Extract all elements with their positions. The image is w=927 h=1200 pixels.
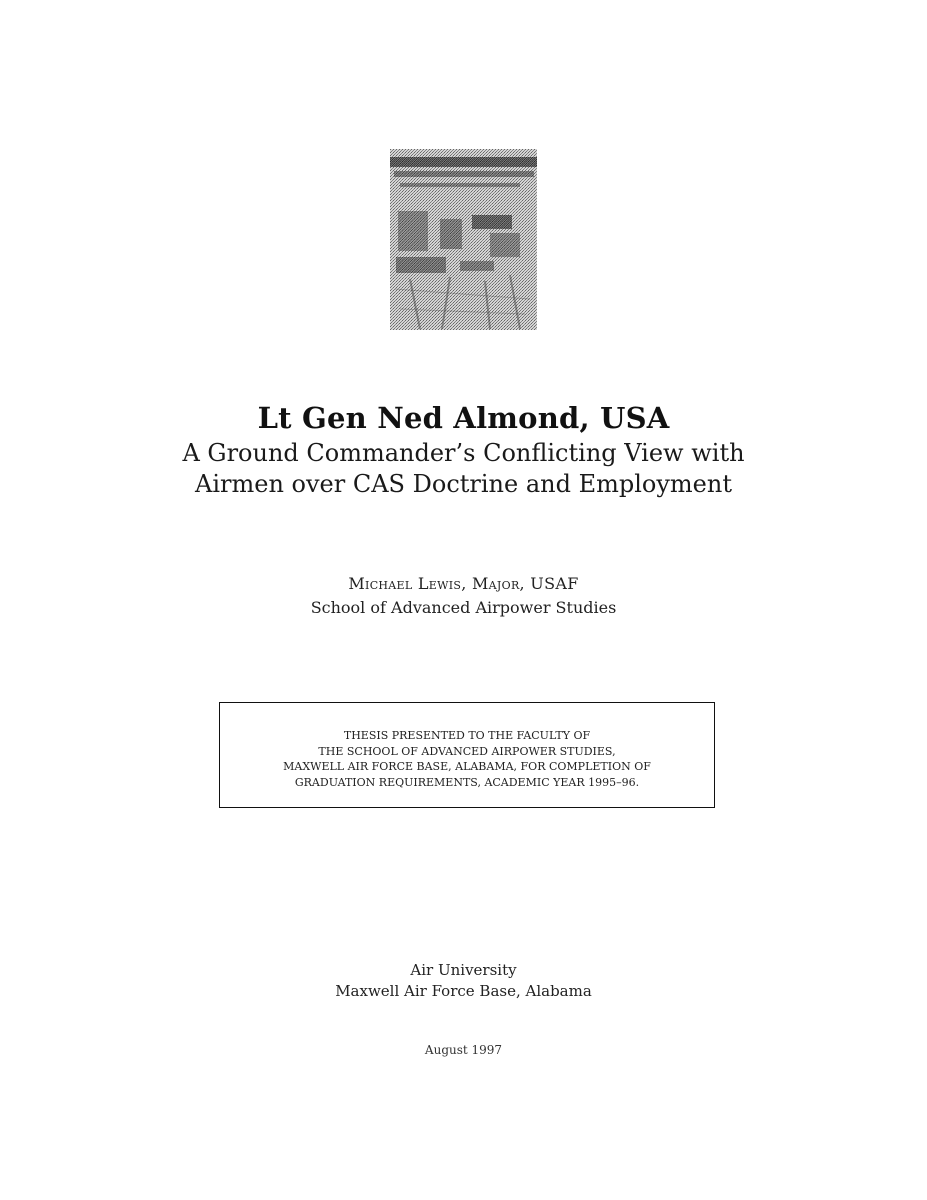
thesis-line-1: THESIS PRESENTED TO THE FACULTY OF bbox=[343, 729, 591, 742]
publisher-name: Air University bbox=[410, 961, 517, 979]
thesis-line-4: GRADUATION REQUIREMENTS, ACADEMIC YEAR 1995–96. bbox=[294, 775, 640, 789]
subtitle-line-1: A Ground Commander’s Conflicting View with bbox=[182, 439, 745, 467]
cover-photo bbox=[390, 149, 537, 330]
publisher-location: Maxwell Air Force Base, Alabama bbox=[335, 982, 592, 1000]
author-school: School of Advanced Airpower Studies bbox=[310, 598, 617, 617]
publication-date: August 1997 bbox=[424, 1043, 503, 1057]
thesis-line-3: MAXWELL AIR FORCE BASE, ALABAMA, FOR COMPLETION OF bbox=[283, 760, 651, 773]
main-title: Lt Gen Ned Almond, USA bbox=[257, 401, 670, 435]
thesis-line-2: THE SCHOOL OF ADVANCED AIRPOWER STUDIES, bbox=[318, 744, 616, 758]
title-block bbox=[0, 398, 927, 500]
cover-photo-icon bbox=[390, 149, 537, 330]
thesis-statement-box bbox=[219, 702, 715, 808]
author-block bbox=[0, 572, 927, 620]
author-name: Michael Lewis, Major, USAF bbox=[348, 574, 579, 593]
publisher-block bbox=[0, 960, 927, 1002]
subtitle-line-2: Airmen over CAS Doctrine and Employment bbox=[195, 470, 732, 498]
